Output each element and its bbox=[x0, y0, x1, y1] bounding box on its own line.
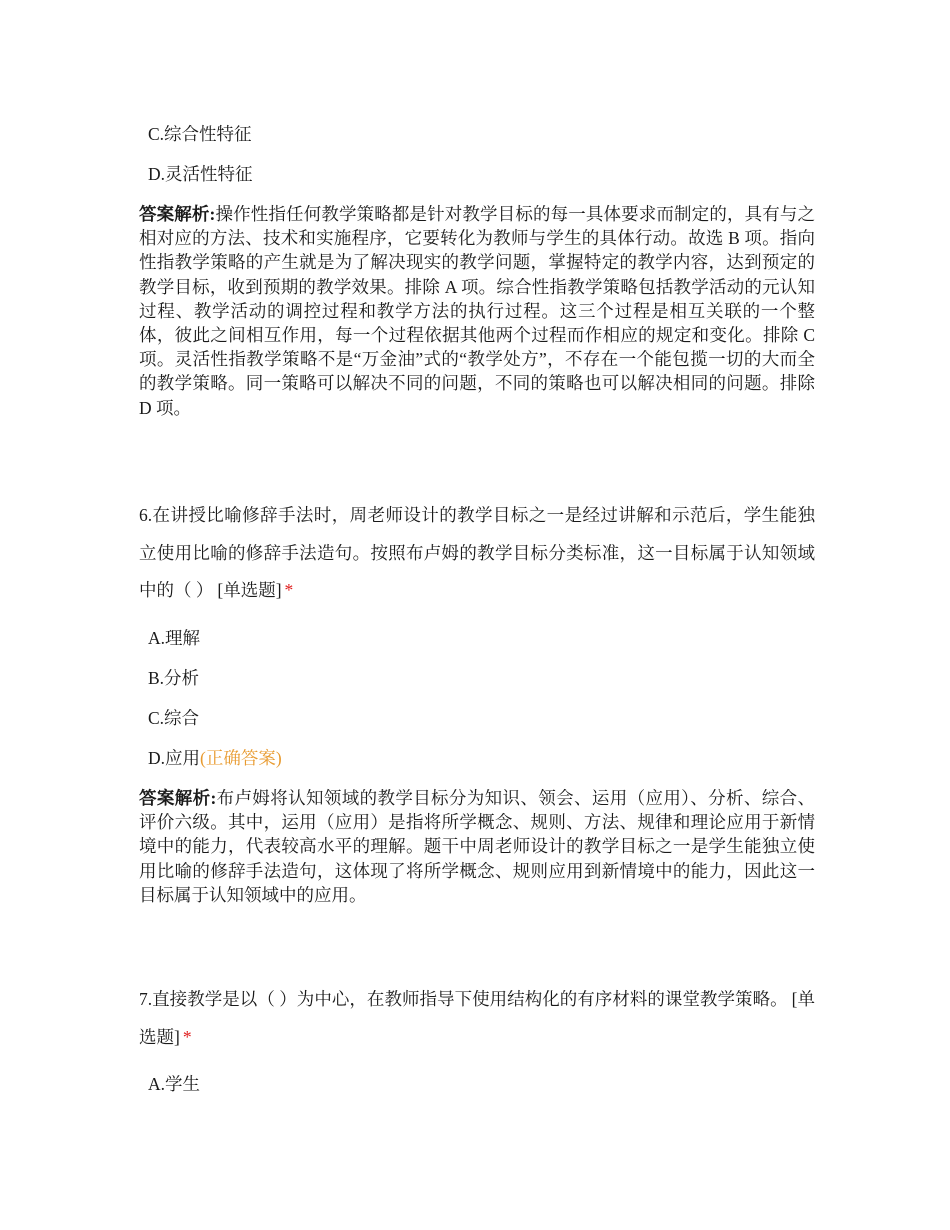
q6-option-d[interactable]: D.应用(正确答案) bbox=[148, 748, 282, 768]
q7-stem bbox=[139, 981, 815, 1056]
analysis-text: 布卢姆将认知领域的教学目标分为知识、领会、运用（应用）、分析、综合、评价六级。其中，运用（应用）是指将所学概念、规则、方法、规律和理论应用于新情境中的能力，代表较高水平的理解。题干中周老师设计的教学目标之一是学生能独立使用比喻的修辞手法造句，这体现了将所学概念、规则应用到新情境中的能力，因此这一目标属于认知领域中的应用。 bbox=[139, 788, 816, 905]
correct-answer-badge: (正确答案) bbox=[200, 748, 282, 768]
q5-option-c[interactable]: C.综合性特征 bbox=[148, 124, 252, 144]
analysis-text: 操作性指任何教学策略都是针对教学目标的每一具体要求而制定的，具有与之相对应的方法、技术和实施程序，它要转化为教师与学生的具体行动。故选 B 项。指向性指教学策略的产生就是为了解决现实的教学问题，掌握特定的教学内容，达到预定的教学目标，收到预期的教学效果。排除 A 项。综合性指教学策略包括教学活动的元认知过程、教学活动的调控过程和教学方法的执行过程。这三个过程是相互关联的一个整体，彼此之间相互作用，每一个过程依据其他两个过程而作相应的规定和变化。排除 C 项。灵活性指教学策略不是“万金油”式的“教学处方”，不存在一个能包揽一切的大而全的教学策略。同一策略可以解决不同的问题，不同的策略也可以解决相同的问题。排除 D 项。 bbox=[139, 204, 815, 418]
q5-option-d[interactable]: D.灵活性特征 bbox=[148, 164, 253, 184]
question-text: 7.直接教学是以（ ）为中心，在教师指导下使用结构化的有序材料的课堂教学策略。 bbox=[139, 989, 788, 1009]
q6-option-a[interactable]: A.理解 bbox=[148, 628, 201, 648]
q6-option-b[interactable]: B.分析 bbox=[148, 668, 200, 688]
required-marker: * bbox=[284, 580, 294, 601]
q6-analysis bbox=[139, 786, 815, 907]
question-text: 6.在讲授比喻修辞手法时，周老师设计的教学目标之一是经过讲解和示范后，学生能独立使用比喻的修辞手法造句。按照布卢姆的教学目标分类标准，这一目标属于认知领域中的（ ） bbox=[139, 505, 815, 601]
q7-option-a[interactable]: A.学生 bbox=[148, 1074, 201, 1094]
required-marker: * bbox=[182, 1026, 192, 1047]
analysis-label: 答案解析: bbox=[139, 204, 216, 224]
analysis-label: 答案解析: bbox=[139, 788, 217, 808]
q5-analysis bbox=[139, 202, 815, 420]
q6-stem bbox=[139, 497, 815, 610]
question-type: [单选题] bbox=[217, 580, 282, 601]
q6-option-c[interactable]: C.综合 bbox=[148, 708, 200, 728]
question-type: [单选题] bbox=[139, 989, 815, 1047]
